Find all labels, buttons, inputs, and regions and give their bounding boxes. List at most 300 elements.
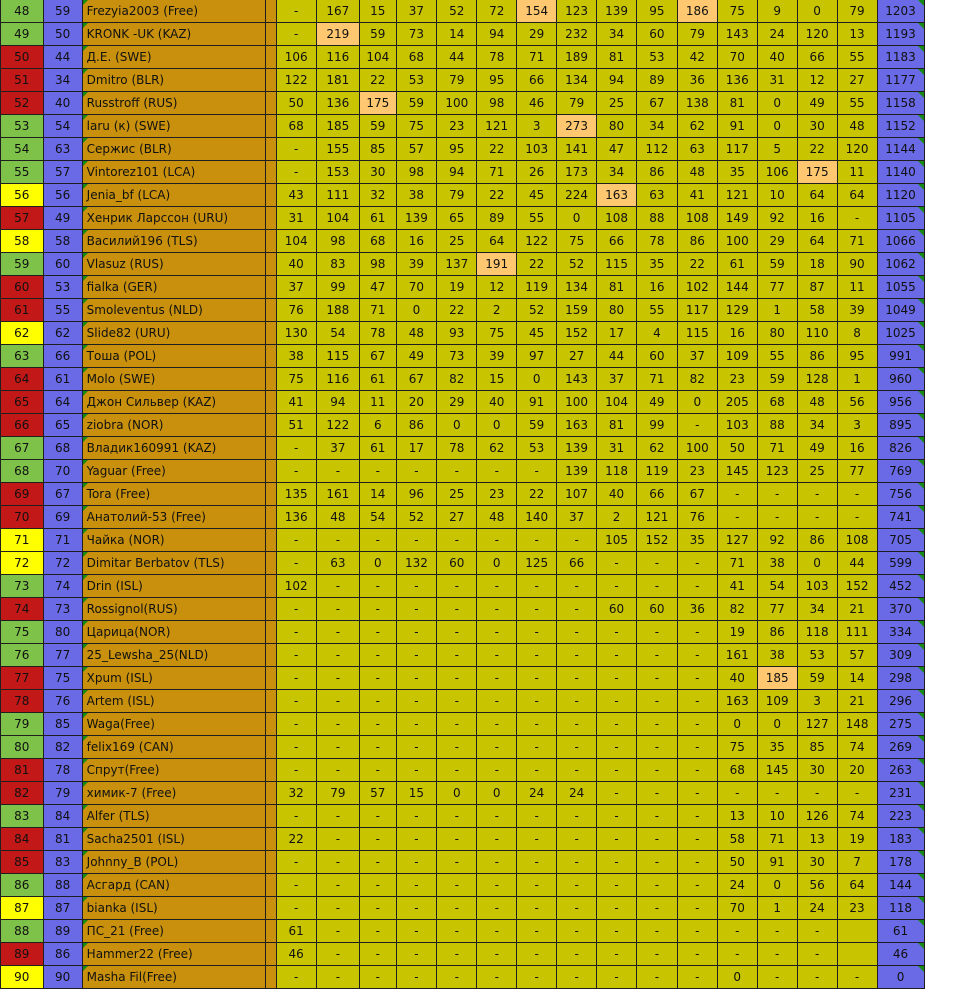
previous-position-cell: 67 xyxy=(43,483,82,506)
round-score-cell: 48 xyxy=(477,506,517,529)
round-score-cell: - xyxy=(597,759,637,782)
round-score-cell: - xyxy=(677,897,717,920)
spacer-cell xyxy=(265,644,276,667)
player-name-cell: bianka (ISL) xyxy=(82,897,265,920)
round-score-cell: 92 xyxy=(757,207,797,230)
round-score-cell: 134 xyxy=(557,69,597,92)
table-row xyxy=(1,506,969,529)
round-score-cell: - xyxy=(396,460,437,483)
round-score-cell: - xyxy=(597,805,637,828)
round-score-cell: 68 xyxy=(276,115,316,138)
previous-position-cell: 68 xyxy=(43,437,82,460)
position-cell: 74 xyxy=(1,598,44,621)
round-score-cell: 79 xyxy=(557,92,597,115)
round-score-cell: 78 xyxy=(437,437,477,460)
round-score-cell: 38 xyxy=(396,184,437,207)
round-score-cell: 95 xyxy=(837,345,877,368)
round-score-cell: 10 xyxy=(757,805,797,828)
round-score-cell: 29 xyxy=(757,230,797,253)
player-name-cell: Спрут(Free) xyxy=(82,759,265,782)
table-row xyxy=(1,230,969,253)
round-score-cell: 3 xyxy=(837,414,877,437)
round-score-cell: - xyxy=(360,690,396,713)
spacer-cell xyxy=(265,759,276,782)
table-row xyxy=(1,483,969,506)
round-score-cell: 121 xyxy=(637,506,678,529)
round-score-cell: 30 xyxy=(797,759,837,782)
position-cell: 70 xyxy=(1,506,44,529)
round-score-cell: - xyxy=(276,874,316,897)
round-score-cell: 55 xyxy=(757,345,797,368)
round-score-cell: 34 xyxy=(597,23,637,46)
round-score-cell: 2 xyxy=(477,299,517,322)
round-score-cell: - xyxy=(597,851,637,874)
table-row xyxy=(1,437,969,460)
round-score-cell: 71 xyxy=(517,46,557,69)
round-score-cell: 38 xyxy=(276,345,316,368)
round-score-cell: 25 xyxy=(437,483,477,506)
round-score-cell: 86 xyxy=(757,621,797,644)
round-score-cell: 41 xyxy=(677,184,717,207)
round-score-cell: 175 xyxy=(797,161,837,184)
round-score-cell: - xyxy=(360,828,396,851)
round-score-cell: 94 xyxy=(316,391,359,414)
round-score-cell: - xyxy=(360,920,396,943)
round-score-cell: 23 xyxy=(717,368,757,391)
total-score-cell: 144 xyxy=(877,874,924,897)
round-score-cell: - xyxy=(360,529,396,552)
round-score-cell: 91 xyxy=(757,851,797,874)
round-score-cell: 43 xyxy=(276,184,316,207)
round-score-cell: - xyxy=(437,575,477,598)
round-score-cell: 74 xyxy=(837,805,877,828)
round-score-cell: - xyxy=(276,437,316,460)
player-name-cell: Yaguar (Free) xyxy=(82,460,265,483)
round-score-cell: 144 xyxy=(717,276,757,299)
round-score-cell: 108 xyxy=(677,207,717,230)
round-score-cell: - xyxy=(437,851,477,874)
player-name-cell: Sacha2501 (ISL) xyxy=(82,828,265,851)
round-score-cell: 15 xyxy=(477,368,517,391)
position-cell: 56 xyxy=(1,184,44,207)
round-score-cell: - xyxy=(677,828,717,851)
previous-position-cell: 74 xyxy=(43,575,82,598)
round-score-cell: 152 xyxy=(837,575,877,598)
standings-body xyxy=(1,0,969,989)
round-score-cell: 32 xyxy=(360,184,396,207)
round-score-cell: 66 xyxy=(797,46,837,69)
round-score-cell: - xyxy=(797,966,837,989)
round-score-cell: - xyxy=(517,460,557,483)
round-score-cell: 22 xyxy=(477,138,517,161)
round-score-cell: - xyxy=(597,667,637,690)
round-score-cell: 27 xyxy=(837,69,877,92)
table-row xyxy=(1,782,969,805)
position-cell: 64 xyxy=(1,368,44,391)
round-score-cell: 59 xyxy=(757,368,797,391)
round-score-cell: - xyxy=(396,874,437,897)
round-score-cell: 14 xyxy=(837,667,877,690)
round-score-cell: 68 xyxy=(396,46,437,69)
round-score-cell: 61 xyxy=(276,920,316,943)
round-score-cell: 78 xyxy=(477,46,517,69)
spacer-cell xyxy=(265,506,276,529)
player-name-cell: fialka (GER) xyxy=(82,276,265,299)
total-score-cell: 0 xyxy=(877,966,924,989)
round-score-cell: - xyxy=(637,920,678,943)
round-score-cell: - xyxy=(637,966,678,989)
round-score-cell: 163 xyxy=(557,414,597,437)
total-score-cell: 1203 xyxy=(877,0,924,23)
round-score-cell: - xyxy=(677,690,717,713)
round-score-cell: 94 xyxy=(477,23,517,46)
round-score-cell: - xyxy=(437,598,477,621)
round-score-cell: - xyxy=(517,966,557,989)
round-score-cell: 80 xyxy=(597,115,637,138)
round-score-cell: - xyxy=(837,483,877,506)
round-score-cell: 55 xyxy=(837,92,877,115)
spacer-cell xyxy=(265,897,276,920)
round-score-cell: 161 xyxy=(316,483,359,506)
round-score-cell: - xyxy=(360,897,396,920)
round-score-cell: - xyxy=(477,966,517,989)
player-name-cell: Tora (Free) xyxy=(82,483,265,506)
round-score-cell: 7 xyxy=(837,851,877,874)
table-row xyxy=(1,345,969,368)
player-name-cell: felix169 (CAN) xyxy=(82,736,265,759)
table-row xyxy=(1,529,969,552)
player-name-cell: ПС_21 (Free) xyxy=(82,920,265,943)
round-score-cell: 58 xyxy=(797,299,837,322)
round-score-cell: 167 xyxy=(316,0,359,23)
round-score-cell: 21 xyxy=(837,598,877,621)
player-name-cell: Тоша (POL) xyxy=(82,345,265,368)
total-score-cell: 275 xyxy=(877,713,924,736)
round-score-cell: 76 xyxy=(677,506,717,529)
round-score-cell: - xyxy=(316,644,359,667)
round-score-cell: 80 xyxy=(597,299,637,322)
round-score-cell: 30 xyxy=(360,161,396,184)
total-score-cell: 769 xyxy=(877,460,924,483)
round-score-cell: 155 xyxy=(316,138,359,161)
round-score-cell: 189 xyxy=(557,46,597,69)
round-score-cell: 145 xyxy=(757,759,797,782)
round-score-cell: - xyxy=(517,644,557,667)
total-score-cell: 1183 xyxy=(877,46,924,69)
round-score-cell: 0 xyxy=(477,552,517,575)
round-score-cell: 103 xyxy=(797,575,837,598)
round-score-cell: - xyxy=(316,805,359,828)
round-score-cell: 108 xyxy=(597,207,637,230)
round-score-cell: 49 xyxy=(396,345,437,368)
round-score-cell: - xyxy=(637,552,678,575)
round-score-cell: 79 xyxy=(677,23,717,46)
round-score-cell: - xyxy=(360,736,396,759)
table-row xyxy=(1,805,969,828)
round-score-cell: - xyxy=(557,920,597,943)
round-score-cell: 154 xyxy=(517,0,557,23)
round-score-cell: 173 xyxy=(557,161,597,184)
round-score-cell xyxy=(837,943,877,966)
round-score-cell: 16 xyxy=(797,207,837,230)
round-score-cell: 3 xyxy=(797,690,837,713)
table-row xyxy=(1,897,969,920)
round-score-cell: - xyxy=(597,966,637,989)
round-score-cell: 13 xyxy=(717,805,757,828)
round-score-cell: - xyxy=(477,621,517,644)
total-score-cell: 61 xyxy=(877,920,924,943)
previous-position-cell: 90 xyxy=(43,966,82,989)
position-cell: 87 xyxy=(1,897,44,920)
round-score-cell: - xyxy=(437,920,477,943)
player-name-cell: Drin (ISL) xyxy=(82,575,265,598)
round-score-cell: - xyxy=(276,966,316,989)
total-score-cell: 1158 xyxy=(877,92,924,115)
round-score-cell: 134 xyxy=(557,276,597,299)
position-cell: 76 xyxy=(1,644,44,667)
round-score-cell: 60 xyxy=(637,598,678,621)
round-score-cell: 0 xyxy=(757,874,797,897)
round-score-cell: 64 xyxy=(837,184,877,207)
round-score-cell: - xyxy=(677,874,717,897)
total-score-cell: 452 xyxy=(877,575,924,598)
previous-position-cell: 82 xyxy=(43,736,82,759)
round-score-cell: 64 xyxy=(797,230,837,253)
round-score-cell: 159 xyxy=(557,299,597,322)
round-score-cell: 40 xyxy=(717,667,757,690)
round-score-cell: - xyxy=(477,874,517,897)
round-score-cell: 56 xyxy=(837,391,877,414)
round-score-cell: 95 xyxy=(437,138,477,161)
total-score-cell: 1049 xyxy=(877,299,924,322)
round-score-cell: 121 xyxy=(717,184,757,207)
round-score-cell: - xyxy=(316,966,359,989)
round-score-cell: - xyxy=(276,851,316,874)
round-score-cell: 59 xyxy=(360,23,396,46)
round-score-cell: 62 xyxy=(477,437,517,460)
spacer-cell xyxy=(265,299,276,322)
round-score-cell: 121 xyxy=(477,115,517,138)
round-score-cell: 77 xyxy=(757,276,797,299)
round-score-cell: - xyxy=(276,759,316,782)
player-name-cell: Dmitro (BLR) xyxy=(82,69,265,92)
position-cell: 65 xyxy=(1,391,44,414)
round-score-cell: 36 xyxy=(677,69,717,92)
round-score-cell: 86 xyxy=(637,161,678,184)
previous-position-cell: 55 xyxy=(43,299,82,322)
round-score-cell: - xyxy=(637,828,678,851)
round-score-cell: - xyxy=(517,828,557,851)
round-score-cell: - xyxy=(717,920,757,943)
round-score-cell: 58 xyxy=(717,828,757,851)
round-score-cell: 59 xyxy=(517,414,557,437)
round-score-cell: 163 xyxy=(597,184,637,207)
round-score-cell: - xyxy=(360,966,396,989)
round-score-cell: 103 xyxy=(517,138,557,161)
round-score-cell: 55 xyxy=(837,46,877,69)
position-cell: 84 xyxy=(1,828,44,851)
round-score-cell: 135 xyxy=(276,483,316,506)
round-score-cell: 38 xyxy=(757,644,797,667)
round-score-cell: 0 xyxy=(717,966,757,989)
round-score-cell: 112 xyxy=(637,138,678,161)
position-cell: 57 xyxy=(1,207,44,230)
round-score-cell: 21 xyxy=(837,690,877,713)
player-name-cell: Асгард (CAN) xyxy=(82,874,265,897)
round-score-cell: 37 xyxy=(597,368,637,391)
total-score-cell: 895 xyxy=(877,414,924,437)
round-score-cell: 106 xyxy=(757,161,797,184)
round-score-cell: 100 xyxy=(677,437,717,460)
round-score-cell: 63 xyxy=(316,552,359,575)
round-score-cell: 48 xyxy=(677,161,717,184)
position-cell: 82 xyxy=(1,782,44,805)
previous-position-cell: 66 xyxy=(43,345,82,368)
round-score-cell: - xyxy=(276,736,316,759)
round-score-cell: - xyxy=(717,943,757,966)
round-score-cell: - xyxy=(276,529,316,552)
player-name-cell: Д.Е. (SWE) xyxy=(82,46,265,69)
round-score-cell: - xyxy=(316,759,359,782)
round-score-cell: - xyxy=(717,483,757,506)
round-score-cell: - xyxy=(517,529,557,552)
table-row xyxy=(1,0,969,23)
round-score-cell: - xyxy=(437,621,477,644)
table-row xyxy=(1,598,969,621)
round-score-cell: 86 xyxy=(396,414,437,437)
round-score-cell: 34 xyxy=(797,414,837,437)
total-score-cell: 756 xyxy=(877,483,924,506)
round-score-cell: 127 xyxy=(797,713,837,736)
round-score-cell: 232 xyxy=(557,23,597,46)
round-score-cell: 71 xyxy=(837,230,877,253)
round-score-cell: 152 xyxy=(557,322,597,345)
round-score-cell: 56 xyxy=(797,874,837,897)
spacer-cell xyxy=(265,552,276,575)
round-score-cell: 104 xyxy=(316,207,359,230)
table-row xyxy=(1,46,969,69)
round-score-cell: 3 xyxy=(517,115,557,138)
previous-position-cell: 71 xyxy=(43,529,82,552)
round-score-cell: 47 xyxy=(360,276,396,299)
round-score-cell: - xyxy=(597,713,637,736)
spacer-cell xyxy=(265,782,276,805)
round-score-cell: 78 xyxy=(360,322,396,345)
round-score-cell: 0 xyxy=(396,299,437,322)
round-score-cell: 118 xyxy=(797,621,837,644)
round-score-cell: - xyxy=(360,851,396,874)
position-cell: 61 xyxy=(1,299,44,322)
round-score-cell: 9 xyxy=(757,0,797,23)
table-row xyxy=(1,138,969,161)
round-score-cell: 75 xyxy=(717,736,757,759)
round-score-cell: - xyxy=(316,828,359,851)
position-cell: 51 xyxy=(1,69,44,92)
round-score-cell: 129 xyxy=(717,299,757,322)
spacer-cell xyxy=(265,69,276,92)
spacer-cell xyxy=(265,414,276,437)
round-score-cell: 52 xyxy=(396,506,437,529)
table-row xyxy=(1,368,969,391)
round-score-cell: - xyxy=(477,828,517,851)
round-score-cell: - xyxy=(597,897,637,920)
round-score-cell: 24 xyxy=(717,874,757,897)
round-score-cell: 0 xyxy=(677,391,717,414)
round-score-cell: 68 xyxy=(717,759,757,782)
round-score-cell: 61 xyxy=(360,207,396,230)
previous-position-cell: 57 xyxy=(43,161,82,184)
round-score-cell: - xyxy=(316,713,359,736)
table-row xyxy=(1,575,969,598)
previous-position-cell: 59 xyxy=(43,0,82,23)
spacer-cell xyxy=(265,851,276,874)
round-score-cell: 68 xyxy=(757,391,797,414)
round-score-cell: 39 xyxy=(477,345,517,368)
round-score-cell: - xyxy=(477,920,517,943)
round-score-cell: - xyxy=(557,874,597,897)
spacer-cell xyxy=(265,943,276,966)
round-score-cell: 40 xyxy=(757,46,797,69)
round-score-cell: 27 xyxy=(557,345,597,368)
round-score-cell: 59 xyxy=(360,115,396,138)
round-score-cell: 96 xyxy=(396,483,437,506)
round-score-cell: 8 xyxy=(837,322,877,345)
round-score-cell: 75 xyxy=(557,230,597,253)
player-name-cell: 25_Lewsha_25(NLD) xyxy=(82,644,265,667)
round-score-cell: 12 xyxy=(477,276,517,299)
round-score-cell: - xyxy=(557,621,597,644)
round-score-cell: 140 xyxy=(517,506,557,529)
position-cell: 52 xyxy=(1,92,44,115)
round-score-cell: 75 xyxy=(276,368,316,391)
spacer-cell xyxy=(265,368,276,391)
table-row xyxy=(1,460,969,483)
previous-position-cell: 49 xyxy=(43,207,82,230)
round-score-cell: 89 xyxy=(637,69,678,92)
spacer-cell xyxy=(265,138,276,161)
total-score-cell: 231 xyxy=(877,782,924,805)
round-score-cell: - xyxy=(677,575,717,598)
round-score-cell: - xyxy=(477,529,517,552)
previous-position-cell: 89 xyxy=(43,920,82,943)
position-cell: 71 xyxy=(1,529,44,552)
spacer-cell xyxy=(265,437,276,460)
round-score-cell: 57 xyxy=(360,782,396,805)
round-score-cell: 16 xyxy=(396,230,437,253)
round-score-cell: 24 xyxy=(757,23,797,46)
round-score-cell: 55 xyxy=(517,207,557,230)
round-score-cell: - xyxy=(396,943,437,966)
round-score-cell: - xyxy=(437,667,477,690)
table-row xyxy=(1,690,969,713)
round-score-cell: 46 xyxy=(276,943,316,966)
round-score-cell: - xyxy=(677,782,717,805)
round-score-cell: 98 xyxy=(316,230,359,253)
round-score-cell: 61 xyxy=(360,437,396,460)
round-score-cell: 130 xyxy=(276,322,316,345)
round-score-cell: - xyxy=(477,897,517,920)
round-score-cell: 163 xyxy=(717,690,757,713)
round-score-cell: - xyxy=(396,920,437,943)
round-score-cell: 103 xyxy=(717,414,757,437)
round-score-cell: - xyxy=(360,598,396,621)
player-name-cell: Artem (ISL) xyxy=(82,690,265,713)
total-score-cell: 1177 xyxy=(877,69,924,92)
round-score-cell: 102 xyxy=(677,276,717,299)
round-score-cell: - xyxy=(637,621,678,644)
table-row xyxy=(1,667,969,690)
round-score-cell: 32 xyxy=(276,782,316,805)
